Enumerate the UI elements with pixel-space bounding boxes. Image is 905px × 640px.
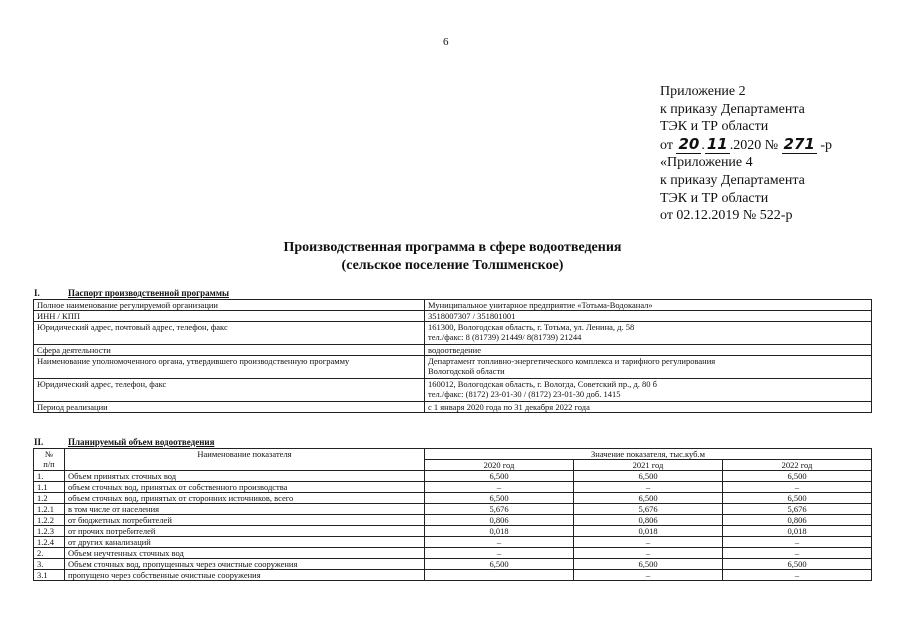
row-name: объем сточных вод, принятых от собственного производства — [65, 482, 425, 493]
row-value-2020 — [425, 570, 574, 581]
row-value-2022: 6,500 — [723, 559, 872, 570]
row-name: от других канализаций — [65, 537, 425, 548]
row-value-2022: 0,018 — [723, 526, 872, 537]
row-number: 2. — [34, 548, 65, 559]
passport-table — [33, 299, 872, 413]
row-number: 1. — [34, 471, 65, 482]
row-value-2020: 6,500 — [425, 493, 574, 504]
passport-value: с 1 января 2020 года по 31 декабря 2022 года — [425, 402, 872, 413]
year-header: 2020 год — [425, 460, 574, 471]
year-header: 2021 год — [574, 460, 723, 471]
row-value-2021: – — [574, 482, 723, 493]
table-row — [34, 537, 872, 548]
row-name: Объем принятых сточных вод — [65, 471, 425, 482]
passport-value — [425, 379, 872, 402]
row-value-2021: – — [574, 570, 723, 581]
section2-title: Планируемый объем водоотведения — [68, 437, 215, 447]
date-year: .2020 № — [729, 137, 779, 153]
row-value-2021: 0,806 — [574, 515, 723, 526]
volume-table — [33, 448, 872, 581]
table-row — [34, 471, 872, 482]
row-name: объем сточных вод, принятых от сторонних источников, всего — [65, 493, 425, 504]
document-title: Производственная программа в сфере водоотведения — [283, 240, 622, 255]
col-value-header: Значение показателя, тыс.куб.м — [425, 449, 872, 460]
table-row — [34, 300, 872, 311]
row-name: пропущено через собственные очистные сооружения — [65, 570, 425, 581]
table-row — [34, 311, 872, 322]
passport-value-line: 161300, Вологодская область, г. Тотьма, ул. Ленина, д. 58 — [428, 322, 635, 332]
year-header: 2022 год — [723, 460, 872, 471]
appendix-line: «Приложение 4 — [660, 155, 753, 171]
appendix-line: к приказу Департамента — [660, 101, 805, 117]
row-number: 1.1 — [34, 482, 65, 493]
row-value-2022: – — [723, 537, 872, 548]
table-row — [34, 526, 872, 537]
handwritten-order-number: 271 — [783, 134, 815, 153]
passport-value — [425, 322, 872, 345]
row-value-2020: 6,500 — [425, 559, 574, 570]
appendix-line: Приложение 2 — [660, 84, 746, 99]
passport-label: Полное наименование регулируемой организации — [34, 300, 425, 311]
row-number: 3.1 — [34, 570, 65, 581]
row-number: 1.2.3 — [34, 526, 65, 537]
table-row — [34, 379, 872, 402]
row-value-2020: 6,500 — [425, 471, 574, 482]
table-row — [34, 559, 872, 570]
section1-heading — [34, 288, 229, 298]
passport-value-line: тел./факс: (8172) 23-01-30 / (8172) 23-01-30 доб. 1415 — [428, 389, 621, 399]
row-number: 1.2 — [34, 493, 65, 504]
table-row — [34, 493, 872, 504]
row-number: 1.2.2 — [34, 515, 65, 526]
passport-value: водоотведение — [425, 345, 872, 356]
row-value-2020: 5,676 — [425, 504, 574, 515]
table-row — [34, 345, 872, 356]
appendix-block — [660, 83, 832, 225]
row-value-2021: 0,018 — [574, 526, 723, 537]
appendix-line: к приказу Департамента — [660, 172, 805, 188]
passport-label: Юридический адрес, телефон, факс — [34, 379, 425, 402]
passport-label: ИНН / КПП — [34, 311, 425, 322]
row-number: 1.2.4 — [34, 537, 65, 548]
table-row — [34, 356, 872, 379]
row-name: в том числе от населения — [65, 504, 425, 515]
appendix-line: ТЭК и ТР области — [660, 190, 769, 206]
row-value-2022: 5,676 — [723, 504, 872, 515]
page-number: 6 — [443, 36, 449, 48]
row-value-2020: – — [425, 548, 574, 559]
passport-value: 3518007307 / 351801001 — [425, 311, 872, 322]
row-number: 3. — [34, 559, 65, 570]
row-value-2022: 6,500 — [723, 493, 872, 504]
row-value-2021: – — [574, 537, 723, 548]
row-name: от бюджетных потребителей — [65, 515, 425, 526]
document-subtitle: (сельское поселение Толшменское) — [341, 258, 564, 273]
table-row — [34, 570, 872, 581]
passport-value-line: Департамент топливно-энергетического комплекса и тарифного регулирования — [428, 356, 716, 366]
row-value-2020: – — [425, 482, 574, 493]
row-value-2022: – — [723, 482, 872, 493]
passport-label: Период реализации — [34, 402, 425, 413]
section1-title: Паспорт производственной программы — [68, 288, 229, 298]
row-value-2021: 5,676 — [574, 504, 723, 515]
row-name: Объем неучтенных сточных вод — [65, 548, 425, 559]
section1-number: I. — [34, 288, 40, 298]
appendix-date-line: от 20 . 11 .2020 № 271 -р — [660, 134, 833, 153]
row-name: от прочих потребителей — [65, 526, 425, 537]
date-prefix: от — [660, 137, 673, 153]
table-row — [34, 548, 872, 559]
passport-label: Сфера деятельности — [34, 345, 425, 356]
table-row — [34, 322, 872, 345]
row-value-2020: – — [425, 537, 574, 548]
row-name: Объем сточных вод, пропущенных через очистные сооружения — [65, 559, 425, 570]
table-row — [34, 515, 872, 526]
passport-value: Муниципальное унитарное предприятие «Тотьма-Водоканал» — [425, 300, 872, 311]
appendix-line: ТЭК и ТР области — [660, 119, 769, 135]
passport-value — [425, 356, 872, 379]
row-value-2021: 6,500 — [574, 559, 723, 570]
passport-label: Юридический адрес, почтовый адрес, телефон, факс — [34, 322, 425, 345]
col-number-header: № п/п — [34, 449, 65, 471]
row-value-2021: 6,500 — [574, 471, 723, 482]
passport-value-line: тел./факс: 8 (81739) 21449/ 8(81739) 21244 — [428, 332, 582, 342]
row-value-2021: 6,500 — [574, 493, 723, 504]
order-suffix: -р — [820, 137, 833, 153]
row-value-2020: 0,806 — [425, 515, 574, 526]
section2-heading — [34, 437, 214, 447]
handwritten-day: 20 — [678, 134, 700, 153]
row-number: 1.2.1 — [34, 504, 65, 515]
table-header-row — [34, 449, 872, 460]
row-value-2022: – — [723, 548, 872, 559]
passport-label: Наименование уполномоченного органа, утвердившего производственную программу — [34, 356, 425, 379]
row-value-2020: 0,018 — [425, 526, 574, 537]
handwritten-month: 11 — [706, 134, 728, 153]
section2-number: II. — [34, 437, 44, 447]
row-value-2021: – — [574, 548, 723, 559]
passport-value-line: Вологодской области — [428, 366, 505, 376]
passport-value-line: 160012, Вологодская область, г. Вологда, Советский пр., д. 80 б — [428, 379, 658, 389]
col-name-header: Наименование показателя — [65, 449, 425, 471]
row-value-2022: 6,500 — [723, 471, 872, 482]
table-row — [34, 482, 872, 493]
appendix-line: от 02.12.2019 № 522-р — [660, 208, 793, 224]
row-value-2022: 0,806 — [723, 515, 872, 526]
table-row — [34, 402, 872, 413]
table-row — [34, 504, 872, 515]
row-value-2022: – — [723, 570, 872, 581]
